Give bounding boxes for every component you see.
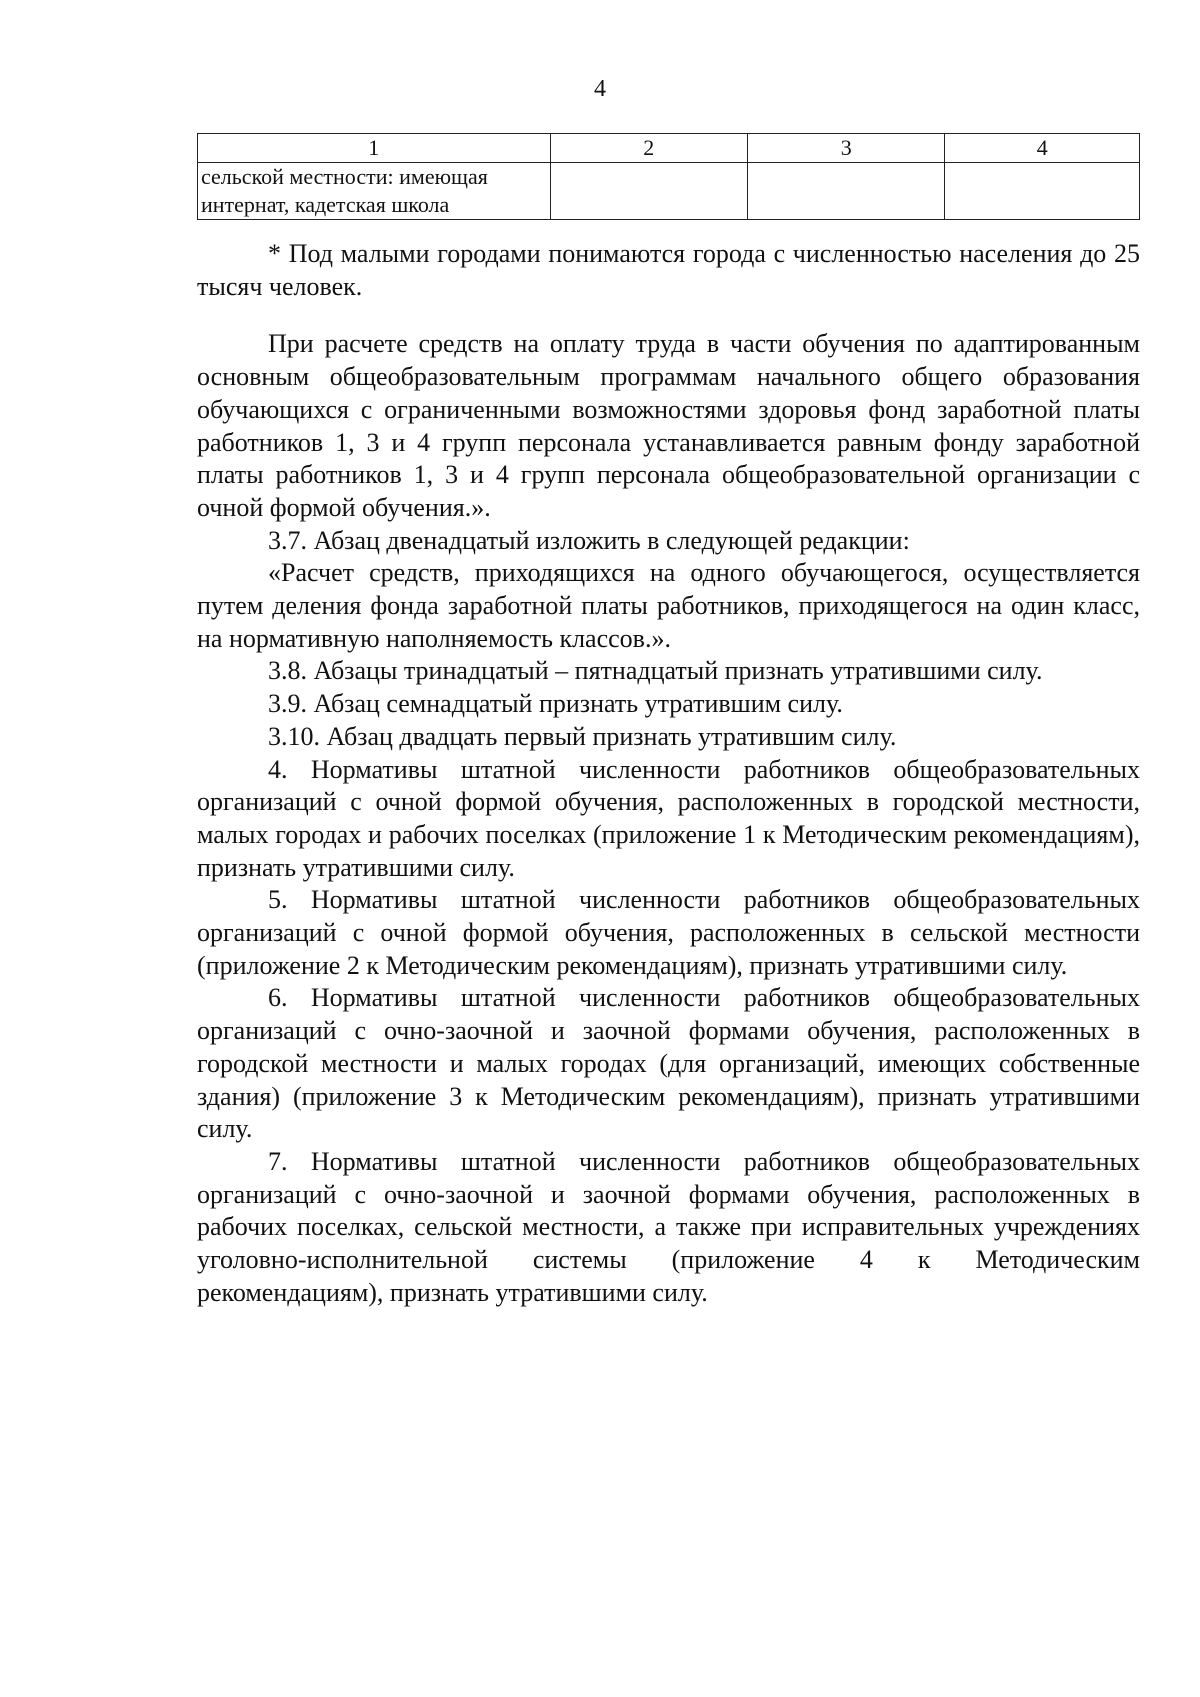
table-header-cell: 2	[550, 134, 747, 163]
body-paragraph: 3.9. Абзац семнадцатый признать утратившим силу.	[268, 689, 843, 719]
table-cell	[550, 163, 747, 220]
body-paragraph: 6. Нормативы штатной численности работников общеобразовательных организаций с очно-заочной и заочной формами обучения, расположенных в городской местности и малых городах (для организаций, имеющих собственные здания) (приложение 3 к Методическим рекомендациям), признать утратившими силу.	[197, 983, 1140, 1144]
table-header-cell: 4	[945, 134, 1140, 163]
table-header-cell: 1	[198, 134, 551, 163]
body-paragraph: 4. Нормативы штатной численности работников общеобразовательных организаций с очной формой обучения, расположенных в городской местности, малых городах и рабочих поселках (приложение 1 к Методическим рекомендациям), признать утратившими силу.	[197, 754, 1140, 882]
body-paragraph: 3.8. Абзацы тринадцатый – пятнадцатый признать утратившими силу.	[268, 656, 1043, 686]
table-header-cell: 3	[748, 134, 945, 163]
body-paragraph: 7. Нормативы штатной численности работников общеобразовательных организаций с очно-заочной и заочной формами обучения, расположенных в рабочих поселках, сельской местности, а также при исправительных учреждениях уголовно-исполнительной системы (приложение 4 к Методическим рекомендациям), признать утратившими силу.	[197, 1146, 1140, 1307]
table-row	[198, 163, 1140, 220]
continuation-table	[197, 133, 1140, 220]
body-paragraph: 3.7. Абзац двенадцатый изложить в следующей редакции:	[268, 525, 910, 555]
table-cell	[945, 163, 1140, 220]
body-paragraph: При расчете средств на оплату труда в части обучения по адаптированным основным общеобразовательным программам начального общего образования обучающихся с ограниченными возможностями здоровья фонд заработной платы работников 1, 3 и 4 групп персонала устанавливается равным фонду заработной платы работников 1, 3 и 4 групп персонала общеобразовательной организации с очной формой обучения.».	[197, 329, 1140, 522]
table-cell	[748, 163, 945, 220]
table-header-row	[198, 134, 1140, 163]
body-paragraph: 3.10. Абзац двадцать первый признать утратившим силу.	[268, 721, 897, 751]
body-paragraph: «Расчет средств, приходящихся на одного обучающегося, осуществляется путем деления фонда заработной платы работников, приходящегося на один класс, на нормативную наполняемость классов.».	[197, 558, 1140, 653]
body-paragraph: 5. Нормативы штатной численности работников общеобразовательных организаций с очной формой обучения, расположенных в сельской местности (приложение 2 к Методическим рекомендациям), признать утратившими силу.	[197, 885, 1140, 980]
document-body	[197, 238, 1140, 1310]
footnote-paragraph: * Под малыми городами понимаются города с численностью населения до 25 тысяч человек.	[197, 239, 1140, 301]
table-cell: сельской местности: имеющая интернат, кадетская школа	[198, 163, 551, 220]
page-number: 4	[594, 76, 606, 102]
